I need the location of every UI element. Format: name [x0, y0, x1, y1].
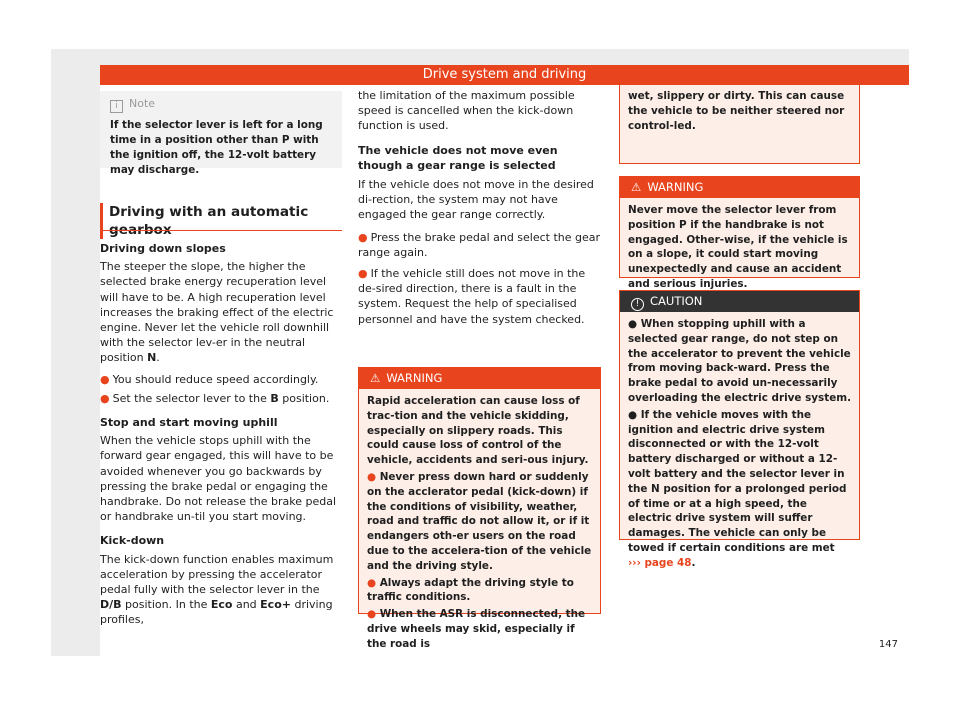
paragraph-text: The steeper the slope, the higher the selected brake energy recuperation level will have to be. A high recuperation level increases the braking effect of the electric engine. Never let the vehicle roll downhill with the selector lev-er in the neutral position: [100, 260, 334, 365]
warning-label: WARNING: [647, 180, 704, 194]
warning-header: [620, 177, 859, 198]
bold-term: D/B: [100, 598, 122, 612]
caution-bullet-text: .: [691, 556, 696, 569]
warning-body: Never move the selector lever from position P if the handbrake is not engaged. Other-wise, if the vehicle is on a slope, it could start moving unexpectedly and cause an accident and serious injuries.: [628, 204, 848, 290]
bullet-item: [358, 266, 601, 327]
bold-term: N: [147, 351, 157, 365]
page-reference-link[interactable]: ››› page 48: [628, 556, 692, 569]
paragraph-not-move: If the vehicle does not move in the desired di-rection, the system may not have engaged the gear range correctly.: [358, 178, 594, 222]
paragraph-text: The kick-down function enables maximum acceleration by pressing the accelerator pedal fully with the selector lever in the: [100, 552, 334, 597]
warning-continued-text: wet, slippery or dirty. This can cause the vehicle to be neither steered nor control-led.: [628, 90, 845, 132]
warning-bullet: [367, 576, 592, 606]
bullet-text: Press the brake pedal and select the gear range again.: [358, 230, 601, 259]
paragraph-text: position. In the: [121, 598, 211, 612]
bullet-item: [358, 230, 601, 260]
bullet-text: If the vehicle still does not move in the de-sired direction, there is a fault in the system. Request the help of specialised personnel and have the system checked.: [358, 267, 586, 326]
paragraph-text: driving profiles,: [100, 598, 333, 627]
caution-box: [619, 290, 860, 569]
page-number: 147: [878, 639, 898, 650]
warning-bullet-text: Never press down hard or suddenly on the acclerator pedal (kick-down) if the conditions of visibility, weather, road and traffic do not allow it, or if it endangers oth-er users on the road due to the accelera-tion of the vehicle and the driving style.: [367, 470, 592, 572]
warning-label: WARNING: [386, 371, 443, 385]
bullet-dot-icon: ●: [100, 391, 110, 405]
warning-bullet: [367, 607, 592, 651]
note-label: Note: [129, 97, 156, 110]
warning-bullet-text: Always adapt the driving style to traffic conditions.: [367, 576, 574, 604]
bullet-text: Set the selector lever to the: [112, 391, 271, 405]
bullet-dot-icon: ●: [367, 470, 380, 483]
page-content: [100, 85, 909, 656]
caution-bullet: [628, 408, 851, 571]
warning-body: [359, 389, 600, 652]
caution-header: [620, 291, 859, 312]
info-icon: i: [110, 100, 123, 113]
caution-bullet-text: When stopping uphill with a selected gear range, do not step on the accelerator to prevent the vehicle from moving back-ward. Press the brake pedal to avoid un-necessarily overloading the electric drive system.: [628, 318, 852, 404]
warning-bullet-text: When the ASR is disconnected, the drive wheels may skid, especially if the road is: [367, 608, 586, 650]
manual-page: [51, 49, 909, 656]
bullet-dot-icon: ●: [100, 372, 110, 386]
column-2-text: [358, 88, 601, 327]
column-1-text: [100, 241, 342, 628]
note-box: [100, 91, 342, 176]
warning-triangle-icon: ⚠: [370, 371, 381, 385]
warning-box-kickdown: [358, 367, 601, 650]
bullet-text: position.: [278, 391, 330, 405]
warning-triangle-icon: ⚠: [631, 180, 642, 194]
bullet-item: [100, 372, 342, 387]
heading-kick-down: Kick-down: [100, 534, 165, 548]
bullet-item: [100, 391, 342, 406]
bullet-dot-icon: ●: [628, 318, 641, 330]
warning-header: [359, 368, 600, 389]
heading-driving-down: Driving down slopes: [100, 242, 226, 255]
bullet-dot-icon: ●: [358, 230, 368, 244]
section-title: Driving with an automatic gearbox: [100, 203, 351, 239]
paragraph-driving-down: [100, 259, 342, 365]
warning-box-continued: [619, 85, 860, 164]
paragraph-text: .: [156, 351, 160, 365]
heading-not-move: The vehicle does not move even though a gear range is selected: [358, 143, 558, 172]
page-header: Drive system and driving: [100, 65, 909, 85]
bullet-dot-icon: ●: [358, 267, 368, 281]
warning-bullet: [367, 470, 592, 574]
heading-stop-start: Stop and start moving uphill: [100, 416, 278, 430]
bullet-dot-icon: ●: [367, 608, 380, 621]
caution-bullet-text: If the vehicle moves with the ignition and electric drive system disconnected or with the 12-volt battery discharged or without a 12-volt battery and the selector lever in the N position for a prolonged period of time or at a high speed, the electric drive system will suffer damages. The vehicle can only be towed if certain conditions are met: [628, 408, 847, 554]
warning-paragraph: Rapid acceleration can cause loss of trac-tion and the vehicle skidding, especially on slippery roads. This could cause loss of control of the vehicle, accidents and seri-ous injury.: [367, 395, 589, 467]
paragraph-text: and: [232, 598, 261, 612]
paragraph-stop-start: When the vehicle stops uphill with the forward gear engaged, this will have to be avoided whenever you go backwards by pressing the brake pedal or engaging the handbrake. Do not release the brake pedal or handbrake un-til you start moving.: [100, 434, 337, 524]
warning-box-selector: [619, 176, 860, 290]
bullet-dot-icon: ●: [628, 408, 641, 421]
section-divider: [100, 230, 342, 231]
note-header: [110, 97, 155, 113]
paragraph-kick-down: [100, 552, 342, 628]
paragraph-kick-down-cont: the limitation of the maximum possible speed is cancelled when the kick-down function is used.: [358, 89, 575, 133]
caution-label: CAUTION: [650, 294, 703, 308]
note-text: If the selector lever is left for a long time in a position other than P with the ignition off, the 12-volt battery may discharge.: [110, 119, 323, 176]
bullet-dot-icon: ●: [367, 576, 380, 589]
bullet-text: You should reduce speed accordingly.: [112, 372, 319, 386]
bold-term: Eco: [210, 598, 233, 612]
caution-bullet: [628, 317, 851, 406]
bold-term: Eco+: [260, 598, 291, 612]
caution-circle-icon: !: [631, 298, 644, 311]
caution-body: [620, 312, 859, 571]
bold-term: B: [270, 391, 279, 405]
